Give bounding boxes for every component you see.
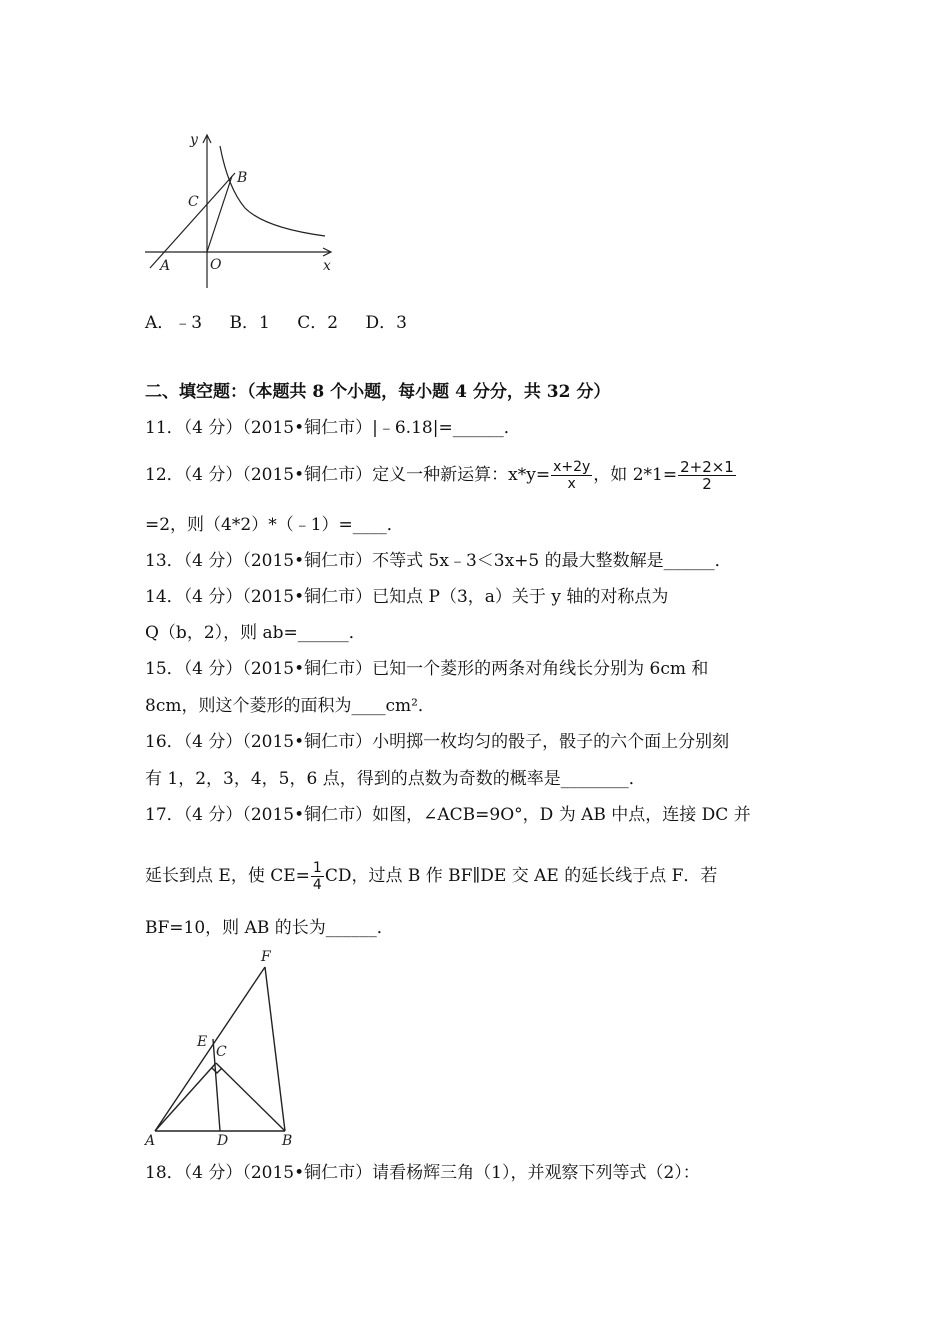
- q17-frac-num: 1: [312, 860, 322, 876]
- label-c2: C: [216, 1044, 227, 1060]
- label-x: x: [323, 258, 331, 274]
- answer-options: [145, 312, 429, 334]
- question-14-line1: 14．（4 分）（2015•铜仁市）已知点 P（3，a）关于 y 轴的对称点为: [145, 587, 669, 607]
- question-13: 13．（4 分）（2015•铜仁市）不等式 5x﹣3＜3x+5 的最大整数解是______．: [145, 551, 732, 571]
- right-angle-mark: [212, 1068, 222, 1073]
- question-16-line1: 16．（4 分）（2015•铜仁市）小明掷一枚均匀的骰子，骰子的六个面上分别刻: [145, 732, 730, 752]
- q12-frac2-num: 2+2×1: [680, 458, 734, 476]
- q12-frac1-den: x: [567, 476, 576, 492]
- q17-fraction: [311, 860, 324, 893]
- q12-frac2-den: 2: [702, 475, 712, 493]
- segment-af: [155, 967, 265, 1131]
- segment-ob: [207, 176, 232, 252]
- question-15-line2: 8cm，则这个菱形的面积为____cm²．: [145, 696, 435, 716]
- q17-line2-before: 延长到点 E，使 CE=: [145, 866, 310, 886]
- q12-fraction-1: [551, 459, 592, 492]
- question-17-line1: 17．（4 分）（2015•铜仁市）如图，∠ACB=9O°，D 为 AB 中点，连接 DC 并: [145, 805, 751, 825]
- option-d: D．3: [365, 313, 407, 333]
- question-11: 11．（4 分）（2015•铜仁市）|﹣6.18|=______．: [145, 418, 521, 438]
- figure-hyperbola: [140, 128, 350, 293]
- label-a: A: [160, 258, 171, 274]
- q12-before: 12．（4 分）（2015•铜仁市）定义一种新运算：x*y=: [145, 465, 551, 485]
- option-c: C．2: [297, 313, 339, 333]
- question-18: 18．（4 分）（2015•铜仁市）请看杨辉三角（1），并观察下列等式（2）：: [145, 1163, 700, 1183]
- q17-frac-den: 4: [312, 877, 322, 893]
- label-c: C: [188, 194, 199, 210]
- question-14-line2: Q（b，2），则 ab=______．: [145, 623, 366, 643]
- label-b: B: [237, 170, 248, 186]
- line-ab: [150, 173, 235, 268]
- q17-line2-after: CD，过点 B 作 BF∥DE 交 AE 的延长线于点 F．若: [324, 866, 718, 886]
- label-o: O: [210, 257, 222, 273]
- segment-ac: [155, 1063, 216, 1131]
- question-16-line2: 有 1，2，3，4，5，6 点，得到的点数为奇数的概率是________．: [145, 769, 646, 789]
- q12-frac1-num: x+2y: [553, 459, 591, 475]
- option-b: B．1: [229, 313, 270, 333]
- option-a: A．﹣3: [145, 313, 203, 333]
- label-d: D: [217, 1133, 229, 1149]
- question-17-line2: [145, 856, 717, 896]
- q12-fraction-2: [678, 459, 736, 492]
- label-a2: A: [145, 1133, 156, 1149]
- q12-middle: ，如 2*1=: [593, 465, 678, 485]
- segment-cb: [216, 1063, 285, 1131]
- section-heading: 二、填空题：（本题共 8 个小题，每小题 4 分分，共 32 分）: [145, 382, 611, 402]
- question-12-line1: [145, 458, 737, 492]
- figure-triangle: [140, 945, 310, 1150]
- segment-fb: [265, 967, 285, 1131]
- question-17-line3: BF=10，则 AB 的长为______．: [145, 918, 394, 938]
- question-15-line1: 15．（4 分）（2015•铜仁市）已知一个菱形的两条对角线长分别为 6cm 和: [145, 659, 709, 679]
- label-f: F: [261, 949, 271, 965]
- label-e: E: [197, 1034, 208, 1050]
- label-y: y: [190, 132, 198, 148]
- hyperbola-curve: [220, 146, 325, 236]
- label-b2: B: [282, 1133, 293, 1149]
- question-12-line2: =2，则（4*2）*（﹣1）=____．: [145, 515, 404, 535]
